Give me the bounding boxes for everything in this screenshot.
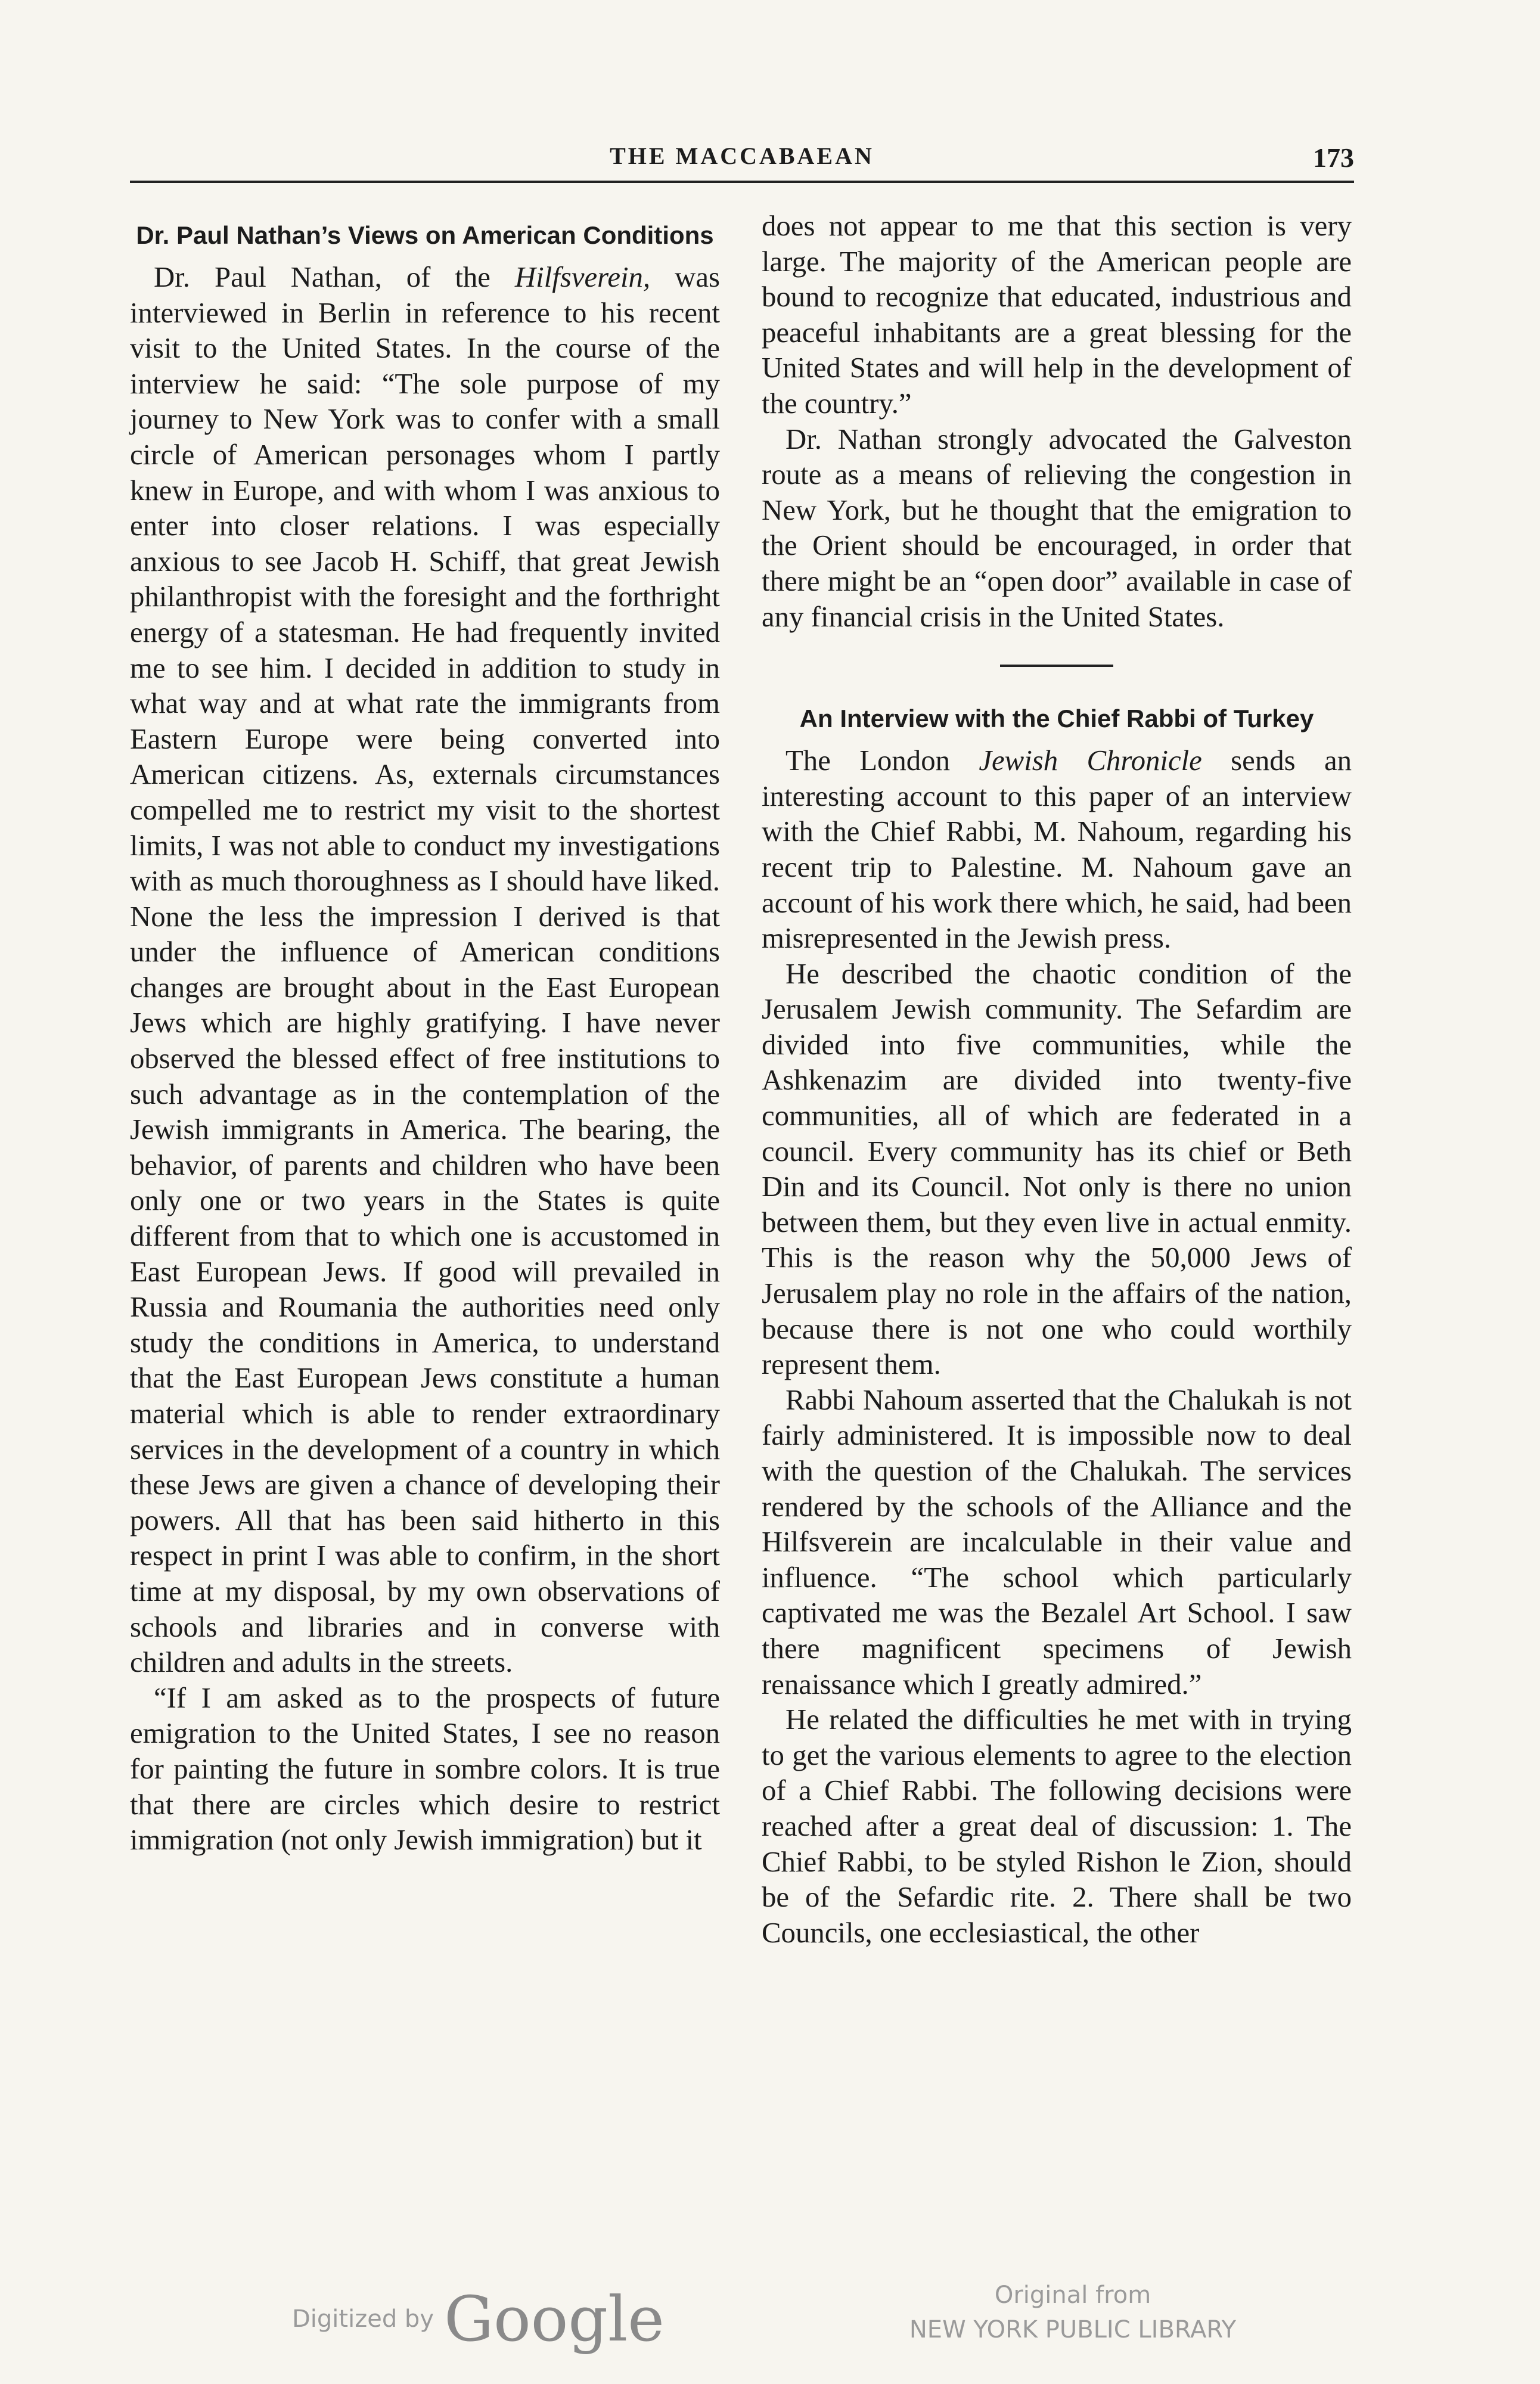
section-divider	[1000, 665, 1113, 667]
running-title: THE MACCABAEAN	[610, 142, 874, 169]
paragraph: “If I am asked as to the prospects of future emigration to the United States, I see no reason for painting the future in sombre colors. It is true that there are circles which desire to restrict immigration (not only Jewish immigration) but it	[130, 1681, 720, 1857]
paragraph: He related the difficulties he met with in trying to get the various elements to agree to the election of a Chief Rabbi. The following decisions were reached after a great deal of discussion: 1. The Chief Rabbi, to be styled Rishon le Zion, should be of the Sefardic rite. 2. There shall be two Councils, one ecclesiastical, the other	[762, 1703, 1352, 1949]
running-head	[130, 142, 1354, 178]
text-run: The London	[785, 744, 979, 777]
original-from-text: Original from	[994, 2281, 1151, 2309]
text-run: was interviewed in Berlin in reference to his recent visit to the United States. In the course of the interview he said: “The sole purpose of my journey to New York was to confer with a small circle of American personages whom I partly knew in Europe, and with whom I was anxious to enter into closer relations. I was especially anxious to see Jacob H. Schiff, that great Jewish philanthropist with the foresight and the forthright energy of a statesman. He had frequently invited me to see him. I decided in addition to study in what way and at what rate the immigrants from Eastern Europe were being converted into American citizens. As, externals circumstances compelled me to restrict my visit to the shortest limits, I was not able to conduct my investigations with as much thoroughness as I should have liked. None the less the impression I derived is that under the influence of American conditions changes are brought about in the East European Jews which are highly gratifying. I have never observed the blessed effect of free institutions to such advantage as in the contemplation of the Jewish immigrants in America. The bearing, the behavior, of parents and children who have been only one or two years in the States is quite different from that to which one is accustomed in East European Jews. If good will prevailed in Russia and Roumania the authorities need only study the conditions in America, to understand that the East European Jews constitute a human material which is able to render extraordinary services in the development of a country in which these Jews are given a chance of developing their powers. All that has been said hitherto in this respect in print I was able to confirm, in the short time at my disposal, by my own observations of schools and libraries and in converse with children and adults in the streets.	[130, 261, 720, 1679]
article-heading-chief-rabbi: An Interview with the Chief Rabbi of Turkey	[799, 704, 1314, 733]
paragraph	[130, 260, 720, 1681]
paragraph: does not appear to me that this section is very large. The majority of the American people are bound to recognize that educated, industrious and peaceful inhabitants are a great blessing for the United States and will help in the development of the country.”	[762, 210, 1352, 420]
paragraph: Dr. Nathan strongly advocated the Galveston route as a means of relieving the congestion in New York, but he thought that the emigration to the Orient should be encouraged, in order that there might be an “open door” available in case of any financial crisis in the United States.	[762, 423, 1352, 633]
header-rule	[130, 181, 1354, 183]
paragraph	[762, 743, 1352, 957]
google-logo: Google	[444, 2283, 665, 2355]
right-column	[762, 209, 1352, 1951]
paragraph: He described the chaotic condition of the Jerusalem Jewish community. The Sefardim are divided into five communities, while the Ashkenazim are divided into twenty-five communities, all of which are federated in a council. Every community has its chief or Beth Din and its Council. Not only is there no union between them, but they even live in actual enmity. This is the reason why the 50,000 Jews of Jerusalem play no role in the affairs of the nation, because there is not one who could worthily represent them.	[762, 957, 1352, 1381]
library-name: NEW YORK PUBLIC LIBRARY	[909, 2316, 1237, 2343]
original-from-watermark	[894, 2278, 1252, 2347]
page-number: 173	[1313, 142, 1354, 173]
left-column	[130, 209, 720, 1858]
italic-term: Jewish Chronicle	[979, 744, 1202, 777]
text-run: sends an interesting account to this paper of an interview with the Chief Rabbi, M. Nahoum, regarding his recent trip to Palestine. M. Nahoum gave an account of his work there which, he said, had been misrepresented in the Jewish press.	[762, 744, 1352, 955]
digitized-by-text: Digitized by	[292, 2305, 434, 2333]
text-run: Dr. Paul Nathan, of the	[154, 261, 515, 293]
paragraph: Rabbi Nahoum asserted that the Chalukah is not fairly administered. It is impossible now to deal with the question of the Chalukah. The services rendered by the schools of the Alliance and the Hilfsverein are incalculable in their value and influence. “The school which particularly captivated me was the Bezalel Art School. I saw there magnificent specimens of Jewish renaissance which I greatly admired.”	[762, 1383, 1352, 1700]
italic-term: Hilfsverein,	[514, 261, 651, 293]
digitized-by-watermark	[292, 2283, 665, 2355]
article-heading-nathan: Dr. Paul Nathan’s Views on American Conditions	[136, 221, 714, 249]
